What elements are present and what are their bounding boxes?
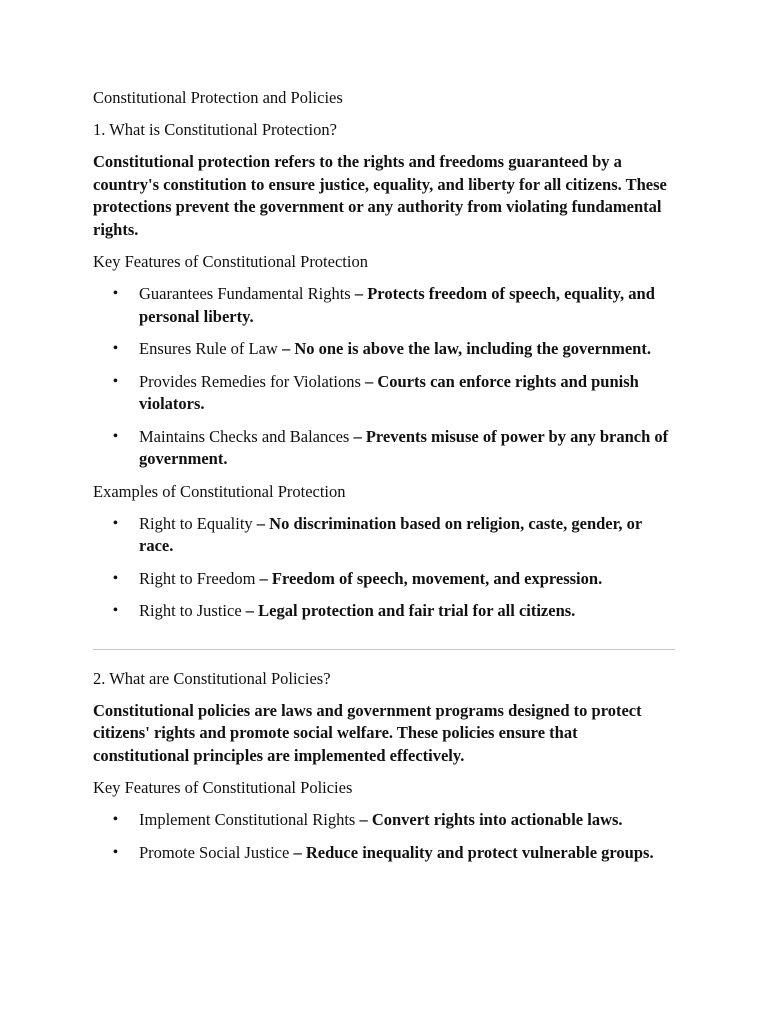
list-item-term: Right to Justice	[139, 601, 242, 620]
bullet-icon: •	[113, 844, 118, 860]
bullet-icon: •	[113, 603, 118, 618]
list-item-term: Provides Remedies for Violations	[139, 371, 361, 391]
list-item-desc: – No one is above the law, including the government.	[277, 339, 651, 358]
section-1-heading: 1. What is Constitutional Protection?	[93, 120, 337, 139]
section-1-features-list	[93, 283, 675, 471]
list-item	[93, 809, 675, 832]
section-divider	[93, 649, 675, 650]
document-title: Constitutional Protection and Policies	[93, 88, 343, 107]
list-item-term: Maintains Checks and Balances	[139, 426, 350, 446]
list-item	[93, 842, 675, 865]
list-item	[93, 426, 675, 471]
list-item-term: Right to Freedom	[139, 568, 256, 588]
bullet-icon: •	[113, 812, 118, 827]
list-item-term: Right to Equality	[139, 513, 253, 533]
bullet-icon: •	[113, 286, 118, 301]
list-item	[93, 600, 675, 623]
section-2-intro: Constitutional policies are laws and government programs designed to protect citizens' rights and promote social welfare. These policies ensure that constitutional principles are implemented effectively.	[93, 700, 642, 765]
list-item	[93, 513, 675, 558]
section-1-examples-list	[93, 513, 675, 623]
document-page	[93, 87, 675, 874]
bullet-icon: •	[113, 341, 118, 356]
section-2-features-list	[93, 809, 675, 864]
list-item-desc: – Reduce inequality and protect vulnerable groups.	[289, 842, 654, 862]
section-2-heading: 2. What are Constitutional Policies?	[93, 668, 331, 688]
list-item	[93, 568, 675, 591]
list-item-desc: – Freedom of speech, movement, and expression.	[255, 568, 603, 588]
list-item-desc: – No discrimination based on religion, caste, gender, or race.	[139, 513, 642, 555]
list-item-term: Implement Constitutional Rights	[139, 810, 356, 829]
list-item	[93, 371, 675, 416]
list-item-desc: – Prevents misuse of power by any branch of government.	[139, 426, 669, 468]
bullet-icon: •	[113, 515, 118, 531]
section-2-features-heading: Key Features of Constitutional Policies	[93, 778, 353, 797]
bullet-icon: •	[113, 570, 118, 586]
list-item	[93, 283, 675, 328]
section-1-intro: Constitutional protection refers to the rights and freedoms guaranteed by a country's constitution to ensure justice, equality, and liberty for all citizens. These protections prevent the government or any authority from violating fundamental rights.	[93, 152, 667, 239]
list-item	[93, 338, 675, 361]
list-item-term: Promote Social Justice	[139, 842, 290, 862]
list-item-term: Ensures Rule of Law	[139, 339, 278, 358]
section-1-features-heading: Key Features of Constitutional Protection	[93, 252, 368, 271]
section-1-examples-heading: Examples of Constitutional Protection	[93, 481, 346, 501]
list-item-desc: – Legal protection and fair trial for all citizens.	[241, 601, 576, 620]
list-item-desc: – Protects freedom of speech, equality, and personal liberty.	[139, 284, 655, 326]
list-item-desc: – Courts can enforce rights and punish violators.	[139, 371, 639, 413]
bullet-icon: •	[113, 373, 118, 389]
list-item-desc: – Convert rights into actionable laws.	[355, 810, 623, 829]
bullet-icon: •	[113, 428, 118, 444]
list-item-term: Guarantees Fundamental Rights	[139, 284, 351, 303]
